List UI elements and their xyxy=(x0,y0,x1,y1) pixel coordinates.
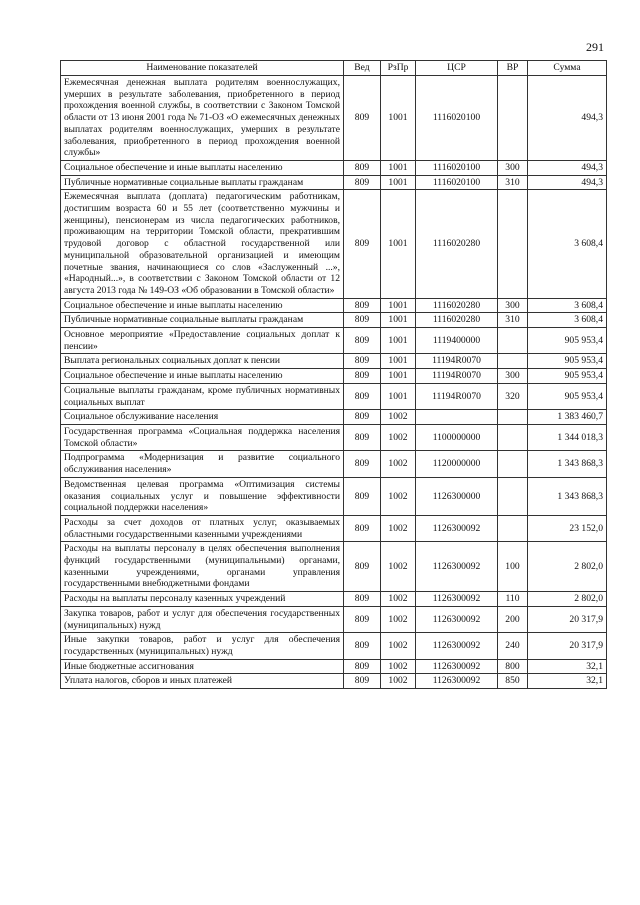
cell-sum: 3 608,4 xyxy=(528,298,607,313)
table-header-row xyxy=(61,61,607,76)
cell-ved: 809 xyxy=(344,190,381,298)
cell-ved: 809 xyxy=(344,298,381,313)
table-row xyxy=(61,633,607,659)
cell-name: Расходы за счет доходов от платных услуг, оказываемых областными государственными казенными учреждениями xyxy=(61,515,344,541)
cell-rzpr: 1002 xyxy=(381,477,416,515)
cell-rzpr: 1001 xyxy=(381,160,416,175)
cell-ved: 809 xyxy=(344,313,381,328)
cell-rzpr: 1002 xyxy=(381,542,416,592)
cell-vr: 240 xyxy=(498,633,528,659)
cell-csr: 1119400000 xyxy=(416,328,498,354)
table-row xyxy=(61,542,607,592)
cell-sum: 3 608,4 xyxy=(528,313,607,328)
cell-rzpr: 1002 xyxy=(381,659,416,674)
cell-csr: 1126300092 xyxy=(416,674,498,689)
cell-sum: 1 383 460,7 xyxy=(528,410,607,425)
cell-name: Ведомственная целевая программа «Оптимизация системы оказания социальных услуг и повышение эффективности социальной поддержки населения» xyxy=(61,477,344,515)
cell-vr xyxy=(498,424,528,450)
cell-rzpr: 1002 xyxy=(381,451,416,477)
cell-vr xyxy=(498,190,528,298)
cell-rzpr: 1001 xyxy=(381,369,416,384)
cell-csr: 1126300092 xyxy=(416,659,498,674)
cell-name: Основное мероприятие «Предоставление социальных доплат к пенсии» xyxy=(61,328,344,354)
cell-vr xyxy=(498,451,528,477)
cell-rzpr: 1002 xyxy=(381,674,416,689)
cell-csr: 1126300092 xyxy=(416,592,498,607)
cell-name: Закупка товаров, работ и услуг для обеспечения государственных (муниципальных) нужд xyxy=(61,606,344,632)
cell-vr: 310 xyxy=(498,313,528,328)
cell-name: Расходы на выплаты персоналу казенных учреждений xyxy=(61,592,344,607)
cell-sum: 1 343 868,3 xyxy=(528,451,607,477)
cell-vr: 200 xyxy=(498,606,528,632)
cell-csr: 1120000000 xyxy=(416,451,498,477)
cell-ved: 809 xyxy=(344,606,381,632)
cell-vr: 300 xyxy=(498,369,528,384)
cell-rzpr: 1001 xyxy=(381,175,416,190)
cell-rzpr: 1002 xyxy=(381,424,416,450)
cell-ved: 809 xyxy=(344,542,381,592)
cell-ved: 809 xyxy=(344,515,381,541)
cell-rzpr: 1001 xyxy=(381,313,416,328)
cell-vr xyxy=(498,477,528,515)
cell-ved: 809 xyxy=(344,424,381,450)
cell-csr: 1126300092 xyxy=(416,606,498,632)
cell-name: Социальное обеспечение и иные выплаты населению xyxy=(61,160,344,175)
cell-vr: 320 xyxy=(498,383,528,409)
cell-sum: 905 953,4 xyxy=(528,369,607,384)
cell-vr: 850 xyxy=(498,674,528,689)
cell-sum: 32,1 xyxy=(528,659,607,674)
cell-name: Социальное обслуживание населения xyxy=(61,410,344,425)
cell-csr: 11194R0070 xyxy=(416,383,498,409)
cell-name: Государственная программа «Социальная поддержка населения Томской области» xyxy=(61,424,344,450)
cell-csr: 1100000000 xyxy=(416,424,498,450)
cell-rzpr: 1001 xyxy=(381,76,416,161)
cell-csr: 1116020280 xyxy=(416,190,498,298)
budget-table xyxy=(60,60,607,689)
cell-name: Иные закупки товаров, работ и услуг для обеспечения государственных (муниципальных) нужд xyxy=(61,633,344,659)
table-row xyxy=(61,515,607,541)
cell-rzpr: 1002 xyxy=(381,410,416,425)
cell-sum: 32,1 xyxy=(528,674,607,689)
cell-rzpr: 1002 xyxy=(381,515,416,541)
cell-sum: 20 317,9 xyxy=(528,633,607,659)
cell-ved: 809 xyxy=(344,383,381,409)
cell-ved: 809 xyxy=(344,369,381,384)
cell-ved: 809 xyxy=(344,451,381,477)
table-row xyxy=(61,424,607,450)
cell-name: Публичные нормативные социальные выплаты гражданам xyxy=(61,313,344,328)
cell-vr: 100 xyxy=(498,542,528,592)
cell-sum: 1 344 018,3 xyxy=(528,424,607,450)
cell-name: Публичные нормативные социальные выплаты гражданам xyxy=(61,175,344,190)
cell-sum: 905 953,4 xyxy=(528,354,607,369)
cell-csr: 1126300092 xyxy=(416,515,498,541)
cell-name: Ежемесячная выплата (доплата) педагогическим работникам, достигшим возраста 60 и 55 лет (соответственно мужчины и женщины), пенсионерам из числа педагогических работников, проживающим на территории Томской области, прекратившим трудовой договор с областной государственной или муниципальной образовательной организацией и имеющим почетные звания, начинающиеся со слов «Заслуженный ...», «Народный...», в соответствии с Законом Томской области от 12 августа 2013 года № 149-ОЗ «Об образовании в Томской области» xyxy=(61,190,344,298)
cell-csr xyxy=(416,410,498,425)
cell-rzpr: 1001 xyxy=(381,354,416,369)
cell-sum: 3 608,4 xyxy=(528,190,607,298)
table-row xyxy=(61,451,607,477)
table-row xyxy=(61,190,607,298)
cell-csr: 11194R0070 xyxy=(416,369,498,384)
cell-rzpr: 1002 xyxy=(381,633,416,659)
cell-sum: 1 343 868,3 xyxy=(528,477,607,515)
header-ved: Вед xyxy=(344,61,381,76)
table-row xyxy=(61,328,607,354)
cell-ved: 809 xyxy=(344,328,381,354)
cell-vr: 300 xyxy=(498,160,528,175)
cell-vr xyxy=(498,328,528,354)
table-row xyxy=(61,354,607,369)
table-row xyxy=(61,369,607,384)
cell-ved: 809 xyxy=(344,160,381,175)
cell-rzpr: 1001 xyxy=(381,190,416,298)
cell-name: Социальные выплаты гражданам, кроме публичных нормативных социальных выплат xyxy=(61,383,344,409)
table-row xyxy=(61,383,607,409)
cell-rzpr: 1001 xyxy=(381,383,416,409)
cell-rzpr: 1001 xyxy=(381,298,416,313)
cell-vr xyxy=(498,354,528,369)
cell-csr: 1116020280 xyxy=(416,298,498,313)
cell-ved: 809 xyxy=(344,659,381,674)
cell-name: Расходы на выплаты персоналу в целях обеспечения выполнения функций государственными (муниципальными) органами, казенными учреждениями, органами управления государственными внебюджетными фондами xyxy=(61,542,344,592)
header-name: Наименование показателей xyxy=(61,61,344,76)
table-row xyxy=(61,592,607,607)
cell-csr: 1116020100 xyxy=(416,160,498,175)
cell-ved: 809 xyxy=(344,477,381,515)
cell-name: Ежемесячная денежная выплата родителям военнослужащих, умерших в результате заболевания, приобретенного в период прохождения военной службы, в соответствии с Законом Томской области от 13 июня 2001 года № 71-ОЗ «О ежемесячных денежных выплатах родителям военнослужащих, умерших в результате заболевания, приобретенного в период прохождения военной службы» xyxy=(61,76,344,161)
header-vr: ВР xyxy=(498,61,528,76)
cell-rzpr: 1002 xyxy=(381,606,416,632)
cell-rzpr: 1001 xyxy=(381,328,416,354)
cell-sum: 494,3 xyxy=(528,76,607,161)
cell-vr: 800 xyxy=(498,659,528,674)
cell-vr: 300 xyxy=(498,298,528,313)
table-row xyxy=(61,410,607,425)
cell-csr: 1126300092 xyxy=(416,542,498,592)
cell-vr xyxy=(498,76,528,161)
header-rzpr: РзПр xyxy=(381,61,416,76)
cell-ved: 809 xyxy=(344,354,381,369)
cell-csr: 11194R0070 xyxy=(416,354,498,369)
cell-vr: 110 xyxy=(498,592,528,607)
table-body xyxy=(61,76,607,689)
cell-vr: 310 xyxy=(498,175,528,190)
cell-name: Социальное обеспечение и иные выплаты населению xyxy=(61,298,344,313)
cell-ved: 809 xyxy=(344,76,381,161)
cell-ved: 809 xyxy=(344,674,381,689)
cell-sum: 2 802,0 xyxy=(528,592,607,607)
cell-csr: 1126300092 xyxy=(416,633,498,659)
page-number: 291 xyxy=(586,40,604,54)
cell-csr: 1116020100 xyxy=(416,175,498,190)
table-row xyxy=(61,313,607,328)
cell-rzpr: 1002 xyxy=(381,592,416,607)
cell-sum: 494,3 xyxy=(528,175,607,190)
cell-name: Иные бюджетные ассигнования xyxy=(61,659,344,674)
cell-csr: 1126300000 xyxy=(416,477,498,515)
cell-vr xyxy=(498,515,528,541)
cell-sum: 23 152,0 xyxy=(528,515,607,541)
cell-name: Выплата региональных социальных доплат к пенсии xyxy=(61,354,344,369)
cell-sum: 905 953,4 xyxy=(528,328,607,354)
table-row xyxy=(61,160,607,175)
table-row xyxy=(61,175,607,190)
cell-sum: 20 317,9 xyxy=(528,606,607,632)
table-row xyxy=(61,298,607,313)
cell-ved: 809 xyxy=(344,175,381,190)
header-csr: ЦСР xyxy=(416,61,498,76)
cell-csr: 1116020100 xyxy=(416,76,498,161)
table-row xyxy=(61,674,607,689)
cell-name: Подпрограмма «Модернизация и развитие социального обслуживания населения» xyxy=(61,451,344,477)
cell-vr xyxy=(498,410,528,425)
table-row xyxy=(61,477,607,515)
table-row xyxy=(61,606,607,632)
header-sum: Сумма xyxy=(528,61,607,76)
cell-sum: 905 953,4 xyxy=(528,383,607,409)
cell-sum: 494,3 xyxy=(528,160,607,175)
cell-ved: 809 xyxy=(344,592,381,607)
cell-ved: 809 xyxy=(344,410,381,425)
cell-ved: 809 xyxy=(344,633,381,659)
cell-csr: 1116020280 xyxy=(416,313,498,328)
table-row xyxy=(61,659,607,674)
table-row xyxy=(61,76,607,161)
cell-name: Социальное обеспечение и иные выплаты населению xyxy=(61,369,344,384)
cell-name: Уплата налогов, сборов и иных платежей xyxy=(61,674,344,689)
cell-sum: 2 802,0 xyxy=(528,542,607,592)
